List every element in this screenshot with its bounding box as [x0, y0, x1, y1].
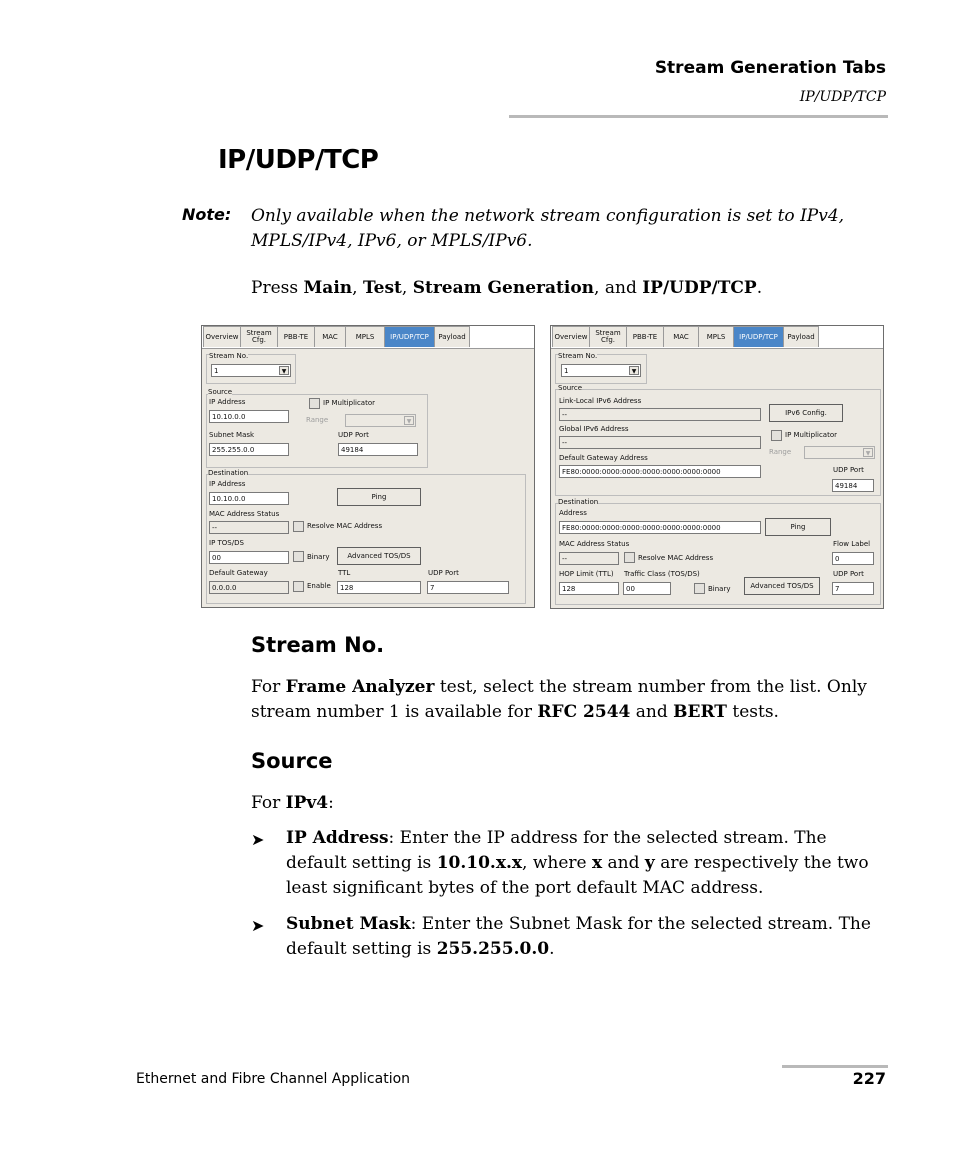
running-header-title: Stream Generation Tabs [654, 58, 886, 78]
resolve-mac-checkbox[interactable] [624, 552, 635, 563]
binary-label: Binary [708, 585, 731, 593]
flow-label-label: Flow Label [833, 540, 871, 548]
ip-address-bullet: IP Address: Enter the IP address for the selected stream. The default setting is 10.10.x.x, where x and y are respectively the two least significant bytes of the port default MAC address. [286, 828, 869, 898]
link-local-label: Link-Local IPv6 Address [559, 397, 642, 405]
tab-bar [551, 326, 883, 349]
udp-port-label: UDP Port [338, 431, 369, 439]
tab-payload[interactable]: Payload [434, 326, 470, 347]
ipv6-config-button[interactable]: IPv6 Config. [769, 404, 843, 422]
ping-button[interactable]: Ping [337, 488, 421, 506]
ipv4-screenshot [201, 325, 535, 608]
stream-no-value: 1 [214, 367, 219, 375]
resolve-mac-label: Resolve MAC Address [638, 554, 714, 562]
traffic-class-field[interactable]: 00 [623, 582, 671, 595]
header-rule [509, 115, 888, 118]
chevron-down-icon: ▼ [279, 366, 289, 375]
global-ipv6-field: -- [559, 436, 761, 449]
mac-status-field: -- [209, 521, 289, 534]
ip-multiplicator-checkbox[interactable] [771, 430, 782, 441]
default-gateway-label: Default Gateway [209, 569, 268, 577]
tab-pbb-te[interactable]: PBB-TE [626, 326, 664, 347]
advanced-tos-button[interactable]: Advanced TOS/DS [337, 547, 421, 565]
footer-document-title: Ethernet and Fibre Channel Application [136, 1071, 411, 1087]
stream-no-label: Stream No. [558, 352, 598, 360]
ip-tos-field[interactable]: 00 [209, 551, 289, 564]
tab-overview[interactable]: Overview [203, 326, 241, 347]
tab-stream-cfg[interactable]: Stream Cfg. [589, 326, 627, 347]
range-label: Range [306, 416, 329, 424]
resolve-mac-label: Resolve MAC Address [307, 522, 383, 530]
binary-label: Binary [307, 553, 330, 561]
mac-status-label: MAC Address Status [559, 540, 630, 548]
tab-ip-udp-tcp[interactable]: IP/UDP/TCP [733, 326, 784, 347]
tab-mpls[interactable]: MPLS [345, 326, 385, 347]
advanced-tos-button[interactable]: Advanced TOS/DS [744, 577, 820, 595]
ip-multiplicator-label: IP Multiplicator [323, 399, 375, 407]
source-for-ipv4: For IPv4: [251, 793, 334, 813]
ip-address-label: IP Address [209, 398, 246, 406]
global-ipv6-label: Global IPv6 Address [559, 425, 629, 433]
ip-address-field[interactable]: 10.10.0.0 [209, 410, 289, 423]
flow-label-field[interactable]: 0 [832, 552, 874, 565]
stream-no-select[interactable] [211, 364, 291, 377]
hop-limit-label: HOP Limit (TTL) [559, 570, 614, 578]
resolve-mac-checkbox[interactable] [293, 521, 304, 532]
mac-status-field: -- [559, 552, 619, 565]
range-select[interactable] [804, 446, 875, 459]
page-number: 227 [852, 1069, 886, 1088]
page-title: IP/UDP/TCP [218, 145, 379, 175]
subnet-mask-bullet: Subnet Mask: Enter the Subnet Mask for the selected stream. The default setting is 255.255.0.0. [286, 914, 871, 959]
ttl-field[interactable]: 128 [337, 581, 421, 594]
source-label: Source [208, 388, 233, 396]
link-local-field: -- [559, 408, 761, 421]
dest-ip-label: IP Address [209, 480, 246, 488]
mac-status-label: MAC Address Status [209, 510, 280, 518]
range-label: Range [769, 448, 792, 456]
address-field[interactable]: FE80:0000:0000:0000:0000:0000:0000:0000 [559, 521, 761, 534]
chevron-down-icon: ▼ [629, 366, 639, 375]
bullet-arrow-icon: ➤ [251, 916, 265, 935]
enable-label: Enable [307, 582, 331, 590]
udp-port-field[interactable]: 49184 [338, 443, 418, 456]
destination-label: Destination [208, 469, 249, 477]
source-label: Source [558, 384, 583, 392]
stream-no-paragraph: For Frame Analyzer test, select the stream number from the list. Only stream number 1 is available for RFC 2544 and BERT tests. [251, 677, 867, 722]
udp-port-label: UDP Port [833, 466, 864, 474]
ip-tos-label: IP TOS/DS [209, 539, 244, 547]
binary-checkbox[interactable] [293, 551, 304, 562]
note-text: Only available when the network stream configuration is set to IPv4, MPLS/IPv4, IPv6, or MPLS/IPv6. [251, 206, 845, 251]
tab-overview[interactable]: Overview [552, 326, 590, 347]
note-label: Note: [182, 205, 232, 224]
ttl-label: TTL [338, 569, 351, 577]
binary-checkbox[interactable] [694, 583, 705, 594]
hop-limit-field[interactable]: 128 [559, 582, 619, 595]
stream-no-select[interactable] [561, 364, 641, 377]
udp-port-field[interactable]: 49184 [832, 479, 874, 492]
dest-udp-port-label: UDP Port [428, 569, 459, 577]
bullet-arrow-icon: ➤ [251, 830, 265, 849]
address-label: Address [559, 509, 587, 517]
dest-udp-port-label: UDP Port [833, 570, 864, 578]
tab-pbb-te[interactable]: PBB-TE [277, 326, 315, 347]
dest-udp-port-field[interactable]: 7 [427, 581, 509, 594]
range-select[interactable] [345, 414, 416, 427]
subnet-mask-label: Subnet Mask [209, 431, 255, 439]
stream-no-label: Stream No. [209, 352, 249, 360]
chevron-down-icon: ▼ [863, 448, 873, 457]
running-header-subsection: IP/UDP/TCP [799, 89, 886, 105]
default-gateway-field[interactable]: 0.0.0.0 [209, 581, 289, 594]
tab-mac[interactable]: MAC [314, 326, 346, 347]
tab-bar [202, 326, 534, 349]
stream-no-heading: Stream No. [251, 633, 385, 657]
dest-udp-port-field[interactable]: 7 [832, 582, 874, 595]
tab-stream-cfg[interactable]: Stream Cfg. [240, 326, 278, 347]
tab-mpls[interactable]: MPLS [698, 326, 734, 347]
traffic-class-label: Traffic Class (TOS/DS) [624, 570, 700, 578]
footer-rule [782, 1065, 888, 1068]
stream-no-value: 1 [564, 367, 569, 375]
enable-checkbox[interactable] [293, 581, 304, 592]
default-gateway-field[interactable]: FE80:0000:0000:0000:0000:0000:0000:0000 [559, 465, 761, 478]
press-instruction: Press Main, Test, Stream Generation, and IP/UDP/TCP. [251, 278, 763, 298]
ping-button[interactable]: Ping [765, 518, 831, 536]
ip-multiplicator-checkbox[interactable] [309, 398, 320, 409]
ipv6-screenshot [550, 325, 884, 609]
source-heading: Source [251, 749, 333, 773]
ip-multiplicator-label: IP Multiplicator [785, 431, 837, 439]
tab-ip-udp-tcp[interactable]: IP/UDP/TCP [384, 326, 435, 347]
tab-payload[interactable]: Payload [783, 326, 819, 347]
destination-label: Destination [558, 498, 599, 506]
dest-ip-field[interactable]: 10.10.0.0 [209, 492, 289, 505]
chevron-down-icon: ▼ [404, 416, 414, 425]
tab-mac[interactable]: MAC [663, 326, 699, 347]
subnet-mask-field[interactable]: 255.255.0.0 [209, 443, 289, 456]
default-gateway-label: Default Gateway Address [559, 454, 648, 462]
